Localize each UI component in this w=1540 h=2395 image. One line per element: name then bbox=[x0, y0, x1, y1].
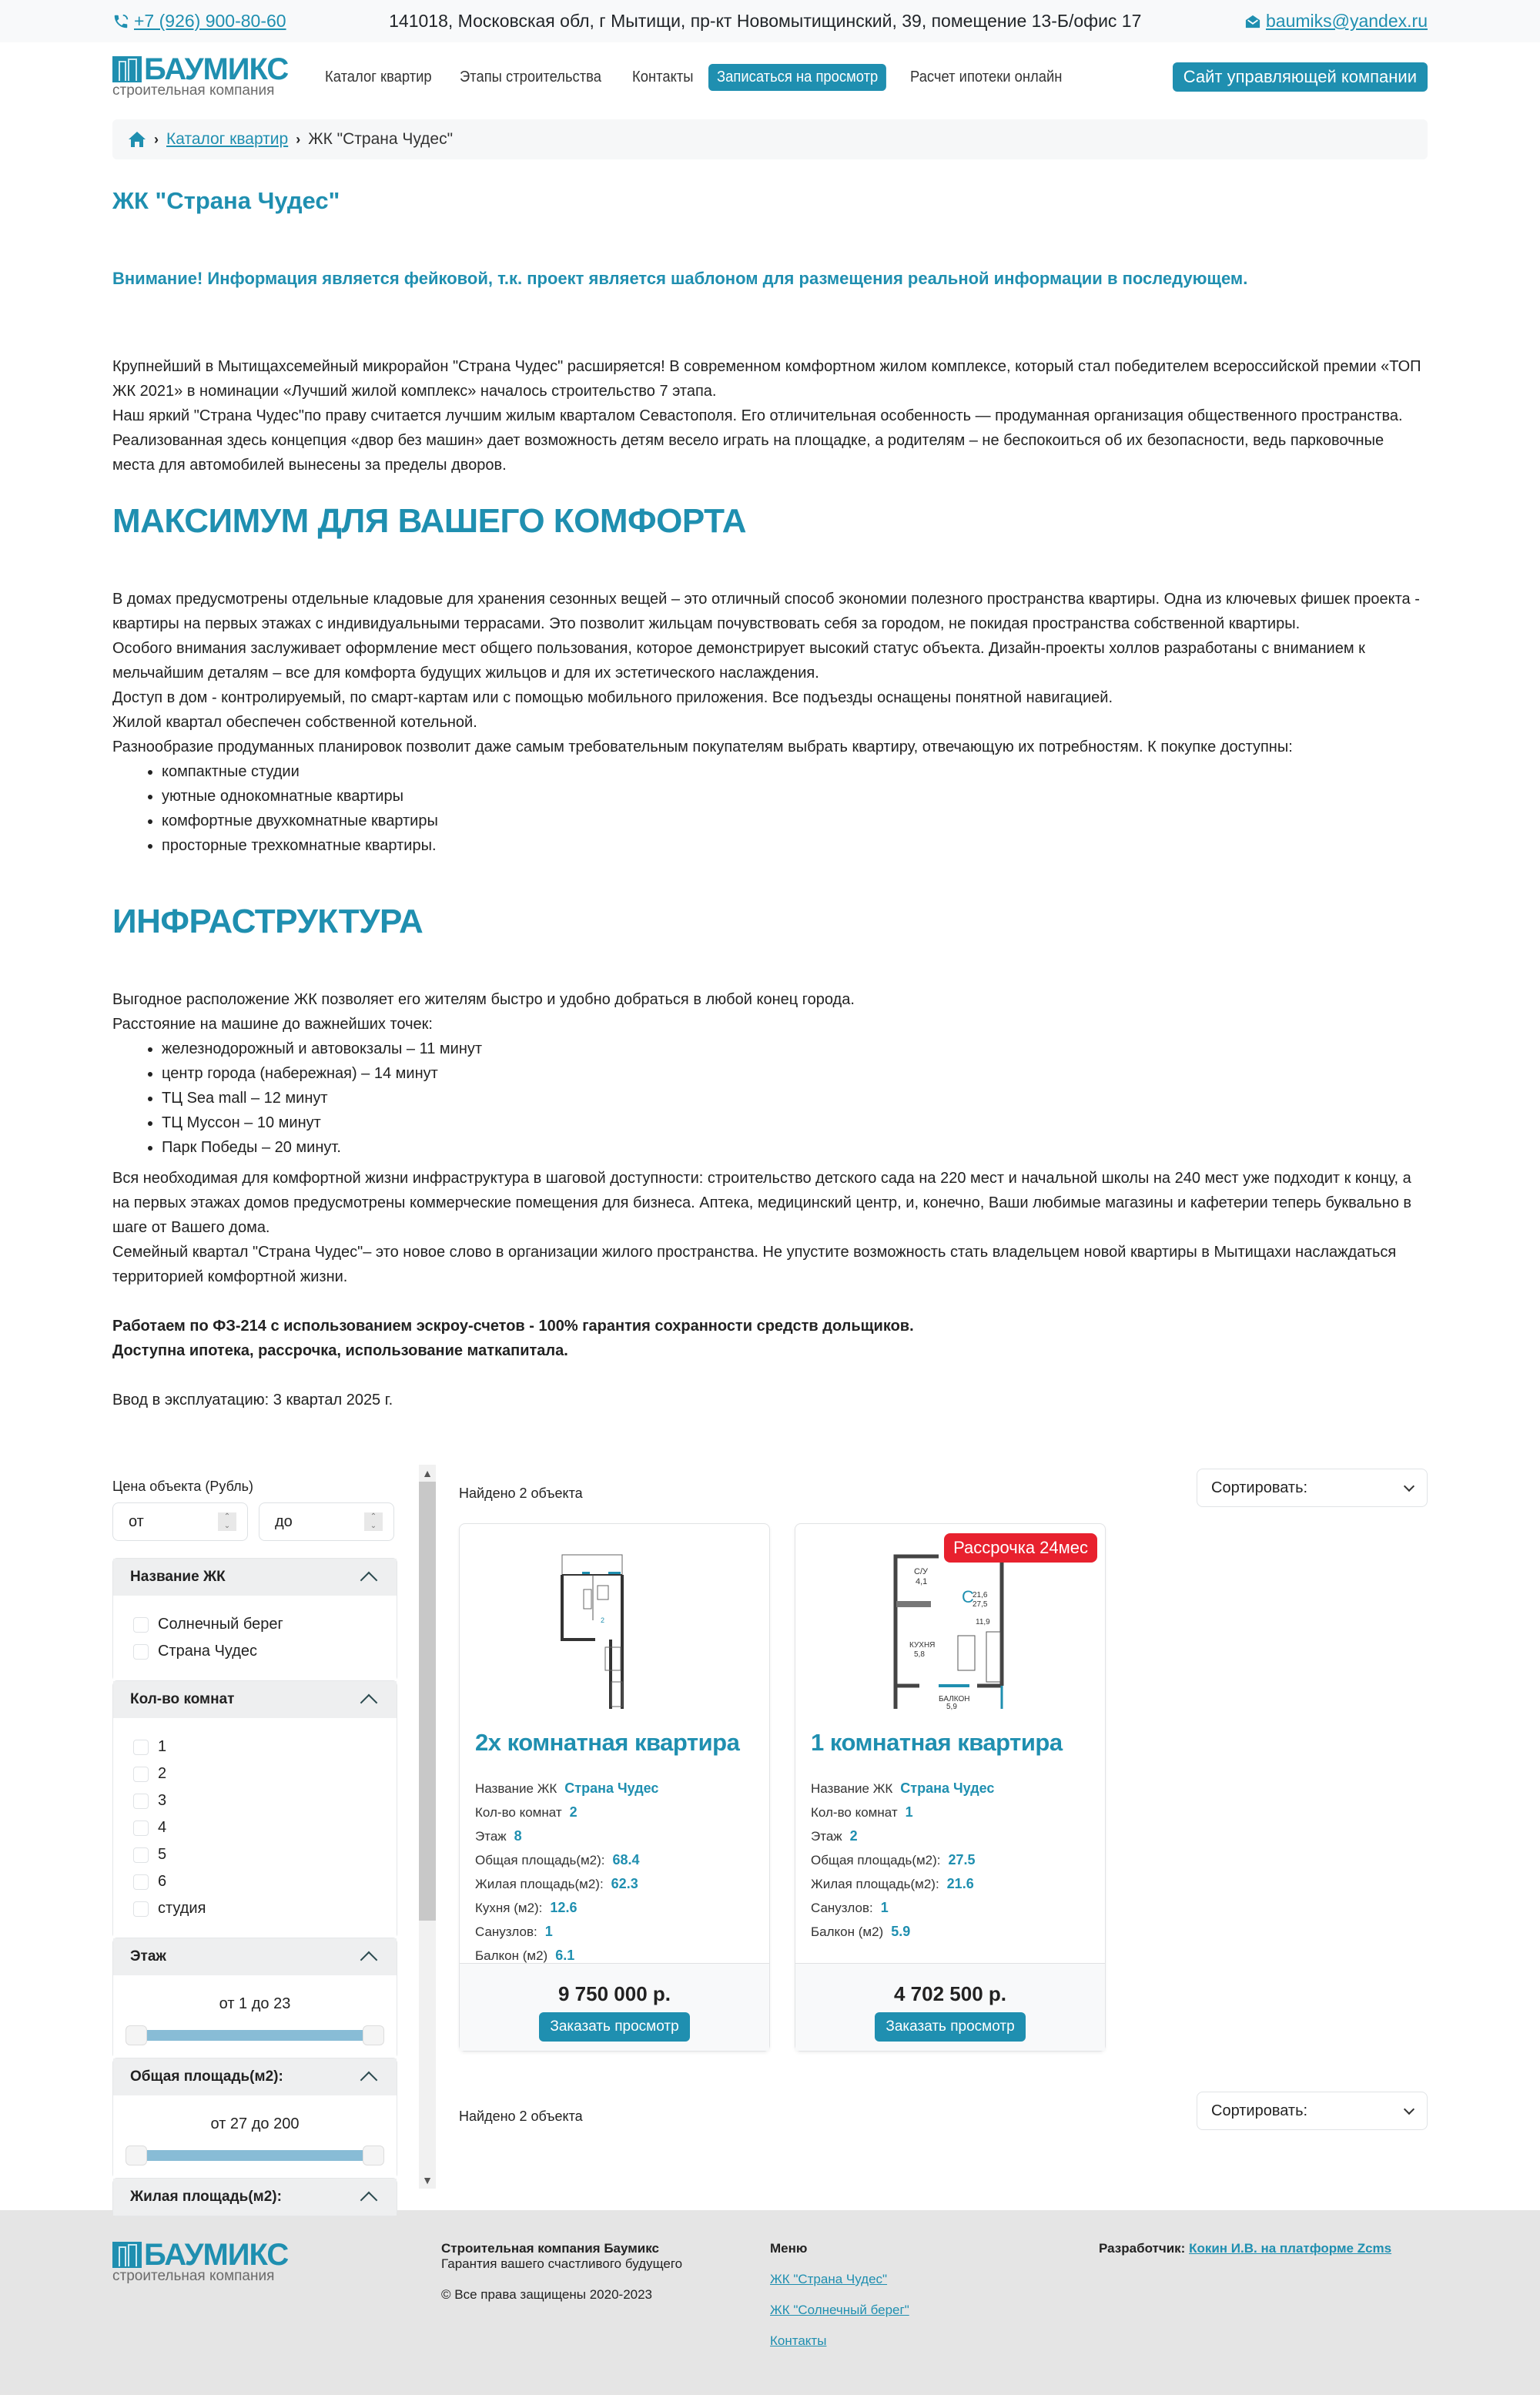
price-to-placeholder: до bbox=[275, 1512, 293, 1530]
complex-option[interactable] bbox=[133, 1638, 377, 1665]
top-contact-bar bbox=[0, 0, 1540, 42]
nav-item-mortgage-calculator[interactable]: Расчет ипотеки онлайн bbox=[910, 68, 1063, 85]
property-value: 12.6 bbox=[550, 1900, 578, 1915]
installment-badge: Рассрочка 24мес bbox=[944, 1533, 1097, 1563]
rooms-filter-options bbox=[113, 1718, 397, 1938]
option-label: 2 bbox=[158, 1765, 167, 1782]
property-row bbox=[811, 1896, 1090, 1920]
nav-item-contacts[interactable]: Контакты bbox=[631, 68, 694, 85]
logo-buildings-icon bbox=[112, 2242, 142, 2268]
email-contact bbox=[1244, 11, 1428, 32]
page-title: ЖК "Страна Чудес" bbox=[112, 187, 340, 214]
option-label: Солнечный берег bbox=[158, 1616, 283, 1633]
svg-text:4,1: 4,1 bbox=[916, 1577, 928, 1586]
list-item: • компактные студии bbox=[162, 759, 1428, 784]
floor-range-text: от 1 до 23 bbox=[219, 1995, 291, 2012]
footer-link-contacts[interactable]: Контакты bbox=[770, 2333, 827, 2348]
footer-tagline: Гарантия вашего счастливого будущего bbox=[441, 2256, 683, 2271]
logo-subtitle: строительная компания bbox=[112, 82, 275, 99]
rooms-option[interactable] bbox=[133, 1760, 377, 1787]
envelope-icon bbox=[1244, 14, 1261, 29]
complex-filter-title: Название ЖК bbox=[130, 1569, 226, 1585]
property-row bbox=[475, 1872, 754, 1896]
site-footer bbox=[0, 2210, 1540, 2395]
logo[interactable] bbox=[112, 52, 293, 99]
svg-text:27,5: 27,5 bbox=[973, 1600, 988, 1609]
scrollbar-thumb[interactable] bbox=[419, 1482, 436, 1921]
property-row bbox=[475, 1848, 754, 1872]
rooms-filter-header[interactable] bbox=[113, 1681, 397, 1718]
option-label: студия bbox=[158, 1900, 206, 1917]
price-from-input[interactable] bbox=[112, 1502, 248, 1541]
list-item: • железнодорожный и автовокзалы – 11 минут bbox=[162, 1037, 1428, 1061]
list-item: • ТЦ Sea mall – 12 минут bbox=[162, 1086, 1428, 1110]
apartment-properties bbox=[811, 1777, 1090, 1944]
apartment-types-list bbox=[112, 759, 1428, 858]
property-value: 6.1 bbox=[555, 1948, 575, 1963]
number-spinner-icon[interactable]: ⌃ ⌄ bbox=[364, 1512, 383, 1531]
breadcrumb-current: ЖК "Страна Чудес" bbox=[308, 130, 454, 148]
infra-paragraph: Выгодное расположение ЖК позволяет его жителям быстро и удобно добраться в любой конец города. bbox=[112, 991, 855, 1008]
sort-select[interactable] bbox=[1197, 1469, 1428, 1507]
property-value: Страна Чудес bbox=[900, 1780, 995, 1796]
floor-plan-image[interactable] bbox=[460, 1524, 769, 1709]
list-item: • просторные трехкомнатные квартиры. bbox=[162, 833, 1428, 858]
apartment-properties bbox=[475, 1777, 754, 1968]
comfort-paragraph: Разнообразие продуманных планировок позволит даже самым требовательным покупателям выбрать квартиру, отвечающую их потребностям. К покупке доступны: bbox=[112, 739, 1293, 755]
property-value: 21.6 bbox=[946, 1876, 974, 1891]
filter-sidebar bbox=[112, 1465, 436, 2205]
total-area-range bbox=[113, 2095, 397, 2178]
svg-text:5,9: 5,9 bbox=[946, 1703, 957, 1711]
main-content bbox=[112, 119, 1428, 2205]
property-label: Балкон (м2) bbox=[475, 1948, 548, 1963]
distances-list bbox=[112, 1037, 1428, 1160]
chevron-down-icon bbox=[1404, 1481, 1414, 1492]
property-row bbox=[811, 1872, 1090, 1896]
office-address: 141018, Московская обл, г Мытищи, пр-кт Новомытищинский, 39, помещение 13-Б/офис 17 bbox=[389, 11, 1142, 31]
floor-plan-2room-icon bbox=[561, 1555, 668, 1709]
rooms-option[interactable] bbox=[133, 1895, 377, 1922]
floor-filter-header[interactable] bbox=[113, 1938, 397, 1975]
order-viewing-button[interactable]: Заказать просмотр bbox=[875, 2012, 1025, 2042]
comfort-paragraph: В домах предусмотрены отдельные кладовые для хранения сезонных вещей – это отличный способ экономии полезного пространства квартиры. Одна из ключевых фишек проекта - квартиры на первых этажах с индивидуальными террасами. Это позволит жильцам почувствовать себя за городом, не покидая пространства собственной квартиры. bbox=[112, 591, 1420, 632]
scroll-down-icon[interactable]: ▼ bbox=[422, 2174, 433, 2186]
breadcrumb-separator-icon: › bbox=[154, 131, 159, 147]
intro-paragraph: Наш яркий "Страна Чудес"по праву считается лучшим жилым кварталом Севастополя. Его отличительная особенность — продуманная организация общественного пространства. Реализованная здесь концепция «двор без машин» дает возможность детям весело играть на площадке, а родителям – не беспокоиться об их безопасности, ведь парковочные места для автомобилей вынесены за пределы дворов. bbox=[112, 407, 1403, 474]
range-bar bbox=[136, 2150, 373, 2161]
property-label: Название ЖК bbox=[475, 1780, 557, 1796]
comfort-heading: МАКСИМУМ ДЛЯ ВАШЕГО КОМФОРТА bbox=[112, 502, 746, 540]
range-min-handle[interactable] bbox=[126, 2145, 147, 2166]
card-body bbox=[460, 1709, 769, 1963]
apartment-cards bbox=[459, 1523, 1428, 2052]
infrastructure-section bbox=[112, 987, 1428, 1412]
payment-options-note: Доступна ипотека, рассрочка, использование маткапитала. bbox=[112, 1342, 568, 1359]
option-label: 5 bbox=[158, 1846, 167, 1863]
total-area-filter-title: Общая площадь(м2): bbox=[130, 2068, 283, 2085]
complex-filter-options bbox=[113, 1596, 397, 1680]
footer-menu-links bbox=[770, 2272, 1099, 2349]
logo-subtitle: строительная компания bbox=[112, 2268, 275, 2284]
property-row bbox=[811, 1848, 1090, 1872]
developer-label: Разработчик: bbox=[1099, 2241, 1186, 2256]
sort-label: Сортировать: bbox=[1211, 1479, 1308, 1496]
option-label: 4 bbox=[158, 1819, 167, 1836]
list-item: • Парк Победы – 20 минут. bbox=[162, 1135, 1428, 1160]
footer-developer-column bbox=[1099, 2241, 1428, 2349]
property-value: 1 bbox=[880, 1900, 889, 1915]
property-label: Этаж bbox=[811, 1828, 842, 1844]
chevron-down-icon bbox=[1404, 2104, 1414, 2115]
apartment-catalog bbox=[112, 1465, 1428, 2205]
property-label: Жилая площадь(м2): bbox=[811, 1876, 939, 1891]
list-item: • уютные однокомнатные квартиры bbox=[162, 784, 1428, 809]
fake-info-warning: Внимание! Информация является фейковой, т.к. проект является шаблоном для размещения реальной информации в последующем. bbox=[112, 269, 1248, 288]
breadcrumb bbox=[112, 119, 1428, 159]
chevron-up-icon bbox=[360, 2072, 378, 2089]
svg-text:5,8: 5,8 bbox=[914, 1650, 925, 1659]
escrow-note: Работаем по ФЗ-214 с использованием эскроу-счетов - 100% гарантия сохранности средств дольщиков. bbox=[112, 1318, 914, 1335]
results-footer bbox=[459, 2092, 1428, 2130]
property-label: Кухня (м2): bbox=[475, 1900, 543, 1915]
footer-link-strana-chudes[interactable]: ЖК "Страна Чудес" bbox=[770, 2272, 888, 2286]
floor-plan-1room-icon bbox=[892, 1555, 1008, 1709]
property-value: 2 bbox=[569, 1804, 578, 1820]
floor-range bbox=[113, 1975, 397, 2058]
property-label: Кол-во комнат bbox=[475, 1804, 562, 1820]
results-count: Найдено 2 объекта bbox=[459, 1485, 583, 1501]
filter-scroll-area[interactable] bbox=[112, 1479, 397, 2205]
list-item: • ТЦ Муссон – 10 минут bbox=[162, 1110, 1428, 1135]
logo-buildings-icon bbox=[112, 56, 142, 82]
property-value: 68.4 bbox=[612, 1852, 640, 1867]
property-row bbox=[811, 1920, 1090, 1944]
checkbox[interactable] bbox=[133, 1617, 149, 1633]
infra-paragraph: Семейный квартал "Страна Чудес"– это новое слово в организации жилого пространства. Не упустите возможность стать владельцем новой квартиры в Мытищахи наслаждаться территорией комфортной жизни. bbox=[112, 1244, 1397, 1285]
floor-filter-title: Этаж bbox=[130, 1948, 166, 1965]
card-footer bbox=[460, 1963, 769, 2051]
order-viewing-button[interactable]: Заказать просмотр bbox=[539, 2012, 689, 2042]
svg-text:БАЛКОН: БАЛКОН bbox=[939, 1695, 970, 1703]
total-area-range-text: от 27 до 200 bbox=[210, 2115, 300, 2132]
svg-text:21,6: 21,6 bbox=[973, 1591, 988, 1599]
checkbox[interactable] bbox=[133, 1901, 149, 1917]
number-spinner-icon[interactable]: ⌃ ⌄ bbox=[218, 1512, 236, 1531]
floor-range-slider[interactable] bbox=[126, 2025, 384, 2045]
developer-link[interactable]: Кокин И.В. на платформе Zcms bbox=[1189, 2241, 1392, 2256]
rooms-option[interactable] bbox=[133, 1868, 377, 1895]
footer-company-column bbox=[441, 2241, 770, 2349]
price-from-placeholder: от bbox=[129, 1512, 144, 1530]
intro-paragraph: Крупнейший в Мытищахсемейный микрорайон "Страна Чудес" расширяется! В современном комфортном жилом комплексе, который стал победителем всероссийской премии «ТОП ЖК 2021» в номинации «Лучший жилой комплекс» началось строительство 7 этапа. bbox=[112, 358, 1421, 400]
sort-select-bottom[interactable] bbox=[1197, 2092, 1428, 2130]
rooms-option[interactable] bbox=[133, 1733, 377, 1760]
card-body bbox=[795, 1709, 1105, 1963]
phone-icon bbox=[112, 13, 129, 30]
rooms-filter-title: Кол-во комнат bbox=[130, 1691, 235, 1707]
rooms-option[interactable] bbox=[133, 1814, 377, 1841]
rooms-option[interactable] bbox=[133, 1787, 377, 1814]
checkbox[interactable] bbox=[133, 1847, 149, 1863]
price-filter-label: Цена объекта (Рубль) bbox=[112, 1479, 253, 1494]
chevron-up-icon bbox=[360, 1694, 378, 1712]
property-row bbox=[475, 1824, 754, 1848]
range-min-handle[interactable] bbox=[126, 2025, 147, 2045]
nav-item-construction-stages[interactable]: Этапы строительства bbox=[459, 68, 601, 85]
option-label: 6 bbox=[158, 1873, 167, 1890]
price-to-input[interactable] bbox=[259, 1502, 394, 1541]
svg-text:С: С bbox=[962, 1587, 974, 1606]
total-area-filter-header[interactable] bbox=[113, 2058, 397, 2095]
svg-text:С/У: С/У bbox=[914, 1567, 928, 1576]
checkbox[interactable] bbox=[133, 1874, 149, 1890]
breadcrumb-catalog-link[interactable]: Каталог квартир bbox=[166, 130, 289, 148]
nav-item-catalog[interactable]: Каталог квартир bbox=[325, 68, 432, 85]
floor-filter bbox=[112, 1938, 397, 2058]
chevron-up-icon bbox=[360, 1572, 378, 1589]
infra-paragraph: Расстояние на машине до важнейших точек: bbox=[112, 1016, 433, 1033]
property-value: 62.3 bbox=[611, 1876, 638, 1891]
complex-option[interactable] bbox=[133, 1611, 377, 1638]
results-panel bbox=[459, 1465, 1428, 2189]
comfort-paragraph: Жилой квартал обеспечен собственной котельной. bbox=[112, 714, 477, 731]
property-row bbox=[811, 1800, 1090, 1824]
sort-label: Сортировать: bbox=[1211, 2102, 1308, 2119]
apartment-price: 4 702 500 р. bbox=[894, 1982, 1006, 2005]
email-link[interactable]: baumiks@yandex.ru bbox=[1265, 11, 1428, 31]
apartment-price: 9 750 000 р. bbox=[558, 1982, 671, 2005]
comfort-paragraph: Особого внимания заслуживает оформление мест общего пользования, которое демонстрирует высокий статус объекта. Дизайн-проекты холлов разработаны с вниманием к мельчайшим деталям – все для комфорта будущих жильцов и для их эстетического наслаждения. bbox=[112, 640, 1365, 682]
checkbox[interactable] bbox=[133, 1821, 149, 1836]
scroll-up-icon[interactable]: ▲ bbox=[422, 1467, 433, 1479]
phone-contact bbox=[112, 11, 286, 32]
nav-item-book-viewing[interactable]: Записаться на просмотр bbox=[708, 64, 886, 91]
property-value: Страна Чудес bbox=[564, 1780, 659, 1796]
property-value: 1 bbox=[544, 1924, 553, 1939]
price-filter bbox=[112, 1502, 397, 1541]
rooms-filter bbox=[112, 1681, 397, 1938]
property-label: Название ЖК bbox=[811, 1780, 893, 1796]
comfort-paragraph: Доступ в дом - контролируемый, по смарт-картам или с помощью мобильного приложения. Все подъезды оснащены понятной навигацией. bbox=[112, 689, 1113, 706]
option-label: Страна Чудес bbox=[158, 1643, 258, 1660]
main-navbar bbox=[0, 42, 1540, 112]
property-label: Общая площадь(м2): bbox=[475, 1852, 605, 1867]
property-row bbox=[811, 1824, 1090, 1848]
svg-text:11,9: 11,9 bbox=[976, 1618, 990, 1626]
svg-text:КУХНЯ: КУХНЯ bbox=[909, 1641, 936, 1650]
rooms-option[interactable] bbox=[133, 1841, 377, 1868]
property-value: 5.9 bbox=[891, 1924, 911, 1939]
checkbox[interactable] bbox=[133, 1767, 149, 1782]
management-company-button[interactable]: Сайт управляющей компании bbox=[1173, 62, 1428, 92]
property-row bbox=[811, 1777, 1090, 1800]
property-value: 2 bbox=[849, 1828, 858, 1844]
property-label: Санузлов: bbox=[811, 1900, 873, 1915]
apartment-card[interactable] bbox=[459, 1523, 770, 2052]
footer-menu-title: Меню bbox=[770, 2241, 808, 2256]
property-label: Этаж bbox=[475, 1828, 507, 1844]
nav-menu bbox=[316, 64, 1173, 91]
footer-logo-column bbox=[112, 2238, 441, 2349]
chevron-up-icon bbox=[360, 2192, 378, 2209]
property-label: Санузлов: bbox=[475, 1924, 537, 1939]
footer-menu-column bbox=[770, 2241, 1099, 2349]
results-header bbox=[459, 1465, 1428, 1511]
footer-logo[interactable] bbox=[112, 2238, 293, 2284]
results-count-bottom: Найдено 2 объекта bbox=[459, 2108, 583, 2124]
list-item: • комфортные двухкомнатные квартиры bbox=[162, 809, 1428, 833]
living-area-filter-title: Жилая площадь(м2): bbox=[130, 2189, 282, 2205]
property-row bbox=[475, 1896, 754, 1920]
complex-filter-header[interactable] bbox=[113, 1559, 397, 1596]
logo-wordmark: БАУМИКС bbox=[144, 52, 289, 86]
property-label: Жилая площадь(м2): bbox=[475, 1876, 604, 1891]
property-label: Общая площадь(м2): bbox=[811, 1852, 941, 1867]
checkbox[interactable] bbox=[133, 1644, 149, 1660]
range-max-handle[interactable] bbox=[363, 2025, 384, 2045]
property-value: 8 bbox=[514, 1828, 522, 1844]
option-label: 3 bbox=[158, 1792, 167, 1809]
infrastructure-heading: ИНФРАСТРУКТУРА bbox=[112, 903, 424, 940]
footer-link-solnechny-bereg[interactable]: ЖК "Солнечный берег" bbox=[770, 2303, 909, 2317]
range-max-handle[interactable] bbox=[363, 2145, 384, 2166]
intro-section bbox=[112, 354, 1428, 477]
property-value: 27.5 bbox=[948, 1852, 976, 1867]
logo-wordmark: БАУМИКС bbox=[144, 2238, 289, 2272]
property-value: 1 bbox=[905, 1804, 913, 1820]
svg-text:2: 2 bbox=[601, 1616, 605, 1624]
chevron-up-icon bbox=[360, 1951, 378, 1969]
property-label: Балкон (м2) bbox=[811, 1924, 884, 1939]
home-icon[interactable] bbox=[128, 131, 146, 148]
option-label: 1 bbox=[158, 1738, 167, 1755]
range-bar bbox=[136, 2030, 373, 2041]
property-label: Кол-во комнат bbox=[811, 1804, 898, 1820]
property-row bbox=[475, 1920, 754, 1944]
checkbox[interactable] bbox=[133, 1740, 149, 1755]
card-footer bbox=[795, 1963, 1105, 2051]
filter-scrollbar[interactable] bbox=[419, 1465, 436, 2189]
property-row bbox=[475, 1800, 754, 1824]
footer-copyright: © Все права защищены 2020-2023 bbox=[441, 2287, 653, 2302]
apartment-title[interactable]: 1 комнатная квартира bbox=[811, 1729, 1063, 1756]
property-row bbox=[475, 1777, 754, 1800]
checkbox[interactable] bbox=[133, 1794, 149, 1809]
comfort-section bbox=[112, 587, 1428, 858]
breadcrumb-separator-icon: › bbox=[296, 131, 301, 147]
apartment-card[interactable] bbox=[795, 1523, 1106, 2052]
footer-company-name: Строительная компания Баумикс bbox=[441, 2241, 659, 2256]
phone-link[interactable]: +7 (926) 900-80-60 bbox=[134, 11, 286, 31]
total-area-range-slider[interactable] bbox=[126, 2145, 384, 2166]
list-item: • центр города (набережная) – 14 минут bbox=[162, 1061, 1428, 1086]
infra-paragraph: Вся необходимая для комфортной жизни инфраструктура в шаговой доступности: строительство детского сада на 220 мест и начальной школы на 240 мест уже подходит к концу, а на первых этажах домов предусмотрены коммерческие помещения для бизнеса. Аптека, медицинский центр, и, конечно, Ваши любимые магазины и кафетерии теперь буквально в шаге от Вашего дома. bbox=[112, 1170, 1412, 1236]
apartment-title[interactable]: 2х комнатная квартира bbox=[475, 1729, 740, 1756]
completion-date: Ввод в эксплуатацию: 3 квартал 2025 г. bbox=[112, 1392, 393, 1409]
total-area-filter bbox=[112, 2058, 397, 2179]
complex-filter bbox=[112, 1558, 397, 1681]
